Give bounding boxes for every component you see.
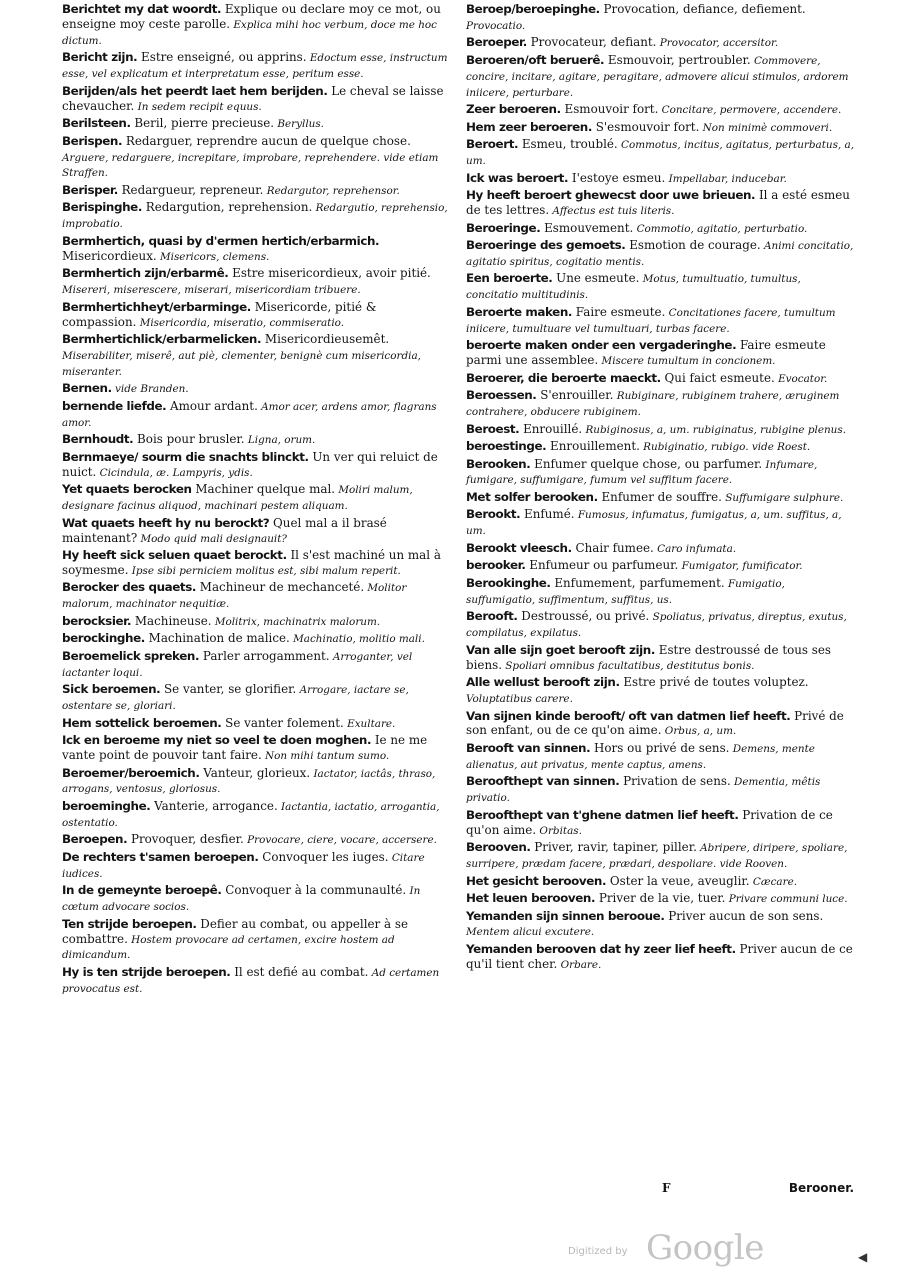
entry-headword: Berilsteen. <box>62 116 131 131</box>
entry-french: Qui faict esmeute. <box>660 370 775 385</box>
entry-headword: Berookt. <box>466 507 521 522</box>
entry-french: Destroussé, ou privé. <box>517 609 650 624</box>
dictionary-entry <box>62 649 450 681</box>
dictionary-entry <box>62 234 450 265</box>
dictionary-entry <box>466 457 856 489</box>
entry-french: Enfumeur ou parfumeur. <box>525 558 679 573</box>
digitized-watermark <box>560 1230 770 1276</box>
entry-latin: Mentem alicui excutere. <box>466 926 595 939</box>
dictionary-entry <box>466 507 856 539</box>
entry-french: Privé de son enfant, ou de ce qu'on aime. <box>466 708 844 738</box>
entry-french: Defier au combat, ou appeller à se combattre. <box>62 916 409 946</box>
dictionary-entry <box>62 381 450 397</box>
dictionary-entry <box>466 120 856 136</box>
dictionary-entry <box>62 134 450 182</box>
entry-headword: Beroerte maken. <box>466 304 573 319</box>
entry-latin: Commovere, concire, incitare, agitare, peragitare, admovere alicui stimulos, ardorem iniicere, perturbare. <box>466 54 849 99</box>
entry-latin: Orbitas. <box>536 824 582 837</box>
dictionary-entry <box>466 171 856 187</box>
entry-french: Bois pour brusler. <box>133 432 245 447</box>
entry-latin: Demens, mente alienatus, aut privatus, mente captus, amens. <box>466 742 815 771</box>
entry-french: Provocateur, defiant. <box>526 35 657 50</box>
entry-headword: Bericht zijn. <box>62 50 138 65</box>
left-column <box>62 2 450 998</box>
entry-french: Amour ardant. <box>166 398 258 413</box>
entry-french: Convoquer les iuges. <box>258 849 389 864</box>
entry-latin: Explica mihi hoc verbum, doce me hoc dictum. <box>62 18 437 47</box>
entry-french: Machineur de mechanceté. <box>196 580 365 595</box>
entry-latin: Redargutio, reprehensio, improbatio. <box>62 202 448 231</box>
entry-headword: Bermhertich, quasi by d'ermen hertich/erbarmich. <box>62 233 380 248</box>
entry-french: Misericordieux. <box>62 248 157 263</box>
dictionary-entry <box>466 874 856 890</box>
dictionary-entry <box>466 35 856 51</box>
dictionary-entry <box>466 371 856 387</box>
dictionary-entry <box>466 609 856 641</box>
dictionary-entry <box>62 2 450 49</box>
entry-headword: beroeminghe. <box>62 798 151 813</box>
entry-latin: Rubiginosus, a, um. rubiginatus, rubigine plenus. <box>582 423 846 436</box>
entry-headword: Hy heeft beroert ghewecst door uwe brieuen. <box>466 188 756 203</box>
entry-headword: Een beroerte. <box>466 271 553 286</box>
entry-french: Esmouvement. <box>540 220 634 235</box>
entry-latin: Concitationes facere, tumultum iniicere, tumultuare vel tumultuari, turbas facere. <box>466 306 836 335</box>
dictionary-entry <box>466 942 856 973</box>
entry-latin: Evocator. <box>774 372 828 385</box>
entry-french: Parler arrogamment. <box>199 648 330 663</box>
entry-latin: Citare iudices. <box>62 851 425 880</box>
entry-latin: Motus, tumultuatio, tumultus, concitatio multitudinis. <box>466 273 801 302</box>
entry-headword: Yemanden berooven dat hy zeer lief heeft. <box>466 941 736 956</box>
entry-headword: Zeer beroeren. <box>466 102 561 117</box>
dictionary-entry <box>466 439 856 455</box>
entry-headword: De rechters t'samen beroepen. <box>62 849 259 864</box>
entry-latin: Non minimè commoveri. <box>699 121 833 134</box>
entry-headword: Alle wellust berooft zijn. <box>466 675 620 690</box>
entry-latin: Cicindula, æ. Lampyris, ydis. <box>96 466 253 479</box>
entry-headword: Hem sottelick beroemen. <box>62 715 222 730</box>
entry-headword: Berookt vleesch. <box>466 540 572 555</box>
dictionary-entry <box>62 183 450 199</box>
entry-headword: Beroest. <box>466 421 520 436</box>
entry-french: Chair fumee. <box>571 540 654 555</box>
entry-headword: Bernmaeye/ sourm die snachts blinckt. <box>62 449 309 464</box>
dictionary-entry <box>62 482 450 514</box>
entry-latin: Exultare. <box>343 717 396 730</box>
entry-headword: berooker. <box>466 558 526 573</box>
watermark-prefix: Digitized by <box>568 1246 628 1257</box>
entry-latin: In cœtum advocare socios. <box>62 885 421 914</box>
entry-french: S'enrouiller. <box>536 388 614 403</box>
entry-french: Priver de la vie, tuer. <box>595 891 726 906</box>
entry-french: Ie ne me vante point de pouvoir tant faire. <box>62 733 428 763</box>
entry-latin: Provocatio. <box>466 19 526 32</box>
google-logo-text: Google <box>646 1228 764 1268</box>
entry-headword: Beroerer, die beroerte maeckt. <box>466 370 661 385</box>
entry-headword: berocksier. <box>62 613 132 628</box>
entry-french: Machination de malice. <box>144 631 290 646</box>
entry-headword: Hy is ten strijde beroepen. <box>62 964 231 979</box>
dictionary-entry <box>466 422 856 438</box>
entry-latin: Orbus, a, um. <box>661 725 737 738</box>
entry-latin: Cæcare. <box>749 875 798 888</box>
entry-french: Il est defié au combat. <box>230 964 369 979</box>
entry-latin: Abripere, diripere, spoliare, surripere, prædam facere, prædari, despoliare. vide Rooven. <box>466 842 848 871</box>
entry-french: Privation de sens. <box>619 774 731 789</box>
entry-french: Le cheval se laisse chevaucher. <box>62 83 444 113</box>
entry-headword: Bermhertichheyt/erbarminge. <box>62 299 251 314</box>
entry-french: Se vanter, se glorifier. <box>160 682 297 697</box>
dictionary-entry <box>62 799 450 831</box>
entry-french: Machiner quelque mal. <box>191 482 336 497</box>
entry-latin: Orbare. <box>557 958 602 971</box>
dictionary-entry <box>62 399 450 431</box>
entry-latin: In sedem recipit equus. <box>134 100 262 113</box>
entry-french: Il a esté esmeu de tes lettres. <box>466 188 850 218</box>
entry-french: Oster la veue, aveuglir. <box>606 873 750 888</box>
entry-french: Redarguer, reprendre aucun de quelque chose. <box>122 133 411 148</box>
entry-latin: Commotus, incitus, agitatus, perturbatus, a, um. <box>466 139 855 168</box>
dictionary-entry <box>466 558 856 574</box>
entry-french: Provocation, defiance, defiement. <box>599 2 806 16</box>
entry-headword: In de gemeynte beroepê. <box>62 883 222 898</box>
entry-french: Enfumer quelque chose, ou parfumer. <box>530 456 763 471</box>
entry-french: Faire esmeute. <box>572 304 666 319</box>
dictionary-entry <box>466 840 856 872</box>
entry-headword: beroerte maken onder een vergaderinghe. <box>466 338 737 353</box>
entry-french: Vanterie, arrogance. <box>150 798 278 813</box>
entry-french: Enfumer de souffre. <box>597 489 722 504</box>
entry-latin: Spoliari omnibus facultatibus, destitutus bonis. <box>502 659 755 672</box>
entry-french: Un ver qui reluict de nuict. <box>62 449 438 479</box>
entry-headword: Bermhertichlick/erbarmelicken. <box>62 332 262 347</box>
dictionary-entry <box>62 516 450 547</box>
dictionary-entry <box>62 450 450 481</box>
entry-latin: Non mihi tantum sumo. <box>261 750 390 763</box>
entry-latin: Amor acer, ardens amor, flagrans amor. <box>62 400 437 429</box>
entry-french: Une esmeute. <box>552 271 640 286</box>
entry-french: Enfumé. <box>520 507 575 522</box>
entry-headword: Yet quaets berocken <box>62 482 192 497</box>
entry-headword: Van sijnen kinde berooft/ oft van datmen lief heeft. <box>466 708 791 723</box>
entry-french: Estre misericordieux, avoir pitié. <box>228 266 431 281</box>
entry-latin: Miscere tumultum in concionem. <box>598 355 776 368</box>
entry-latin: Suffumigare sulphure. <box>721 491 844 504</box>
entry-headword: Hem zeer beroeren. <box>466 119 592 134</box>
entry-latin: Arrogare, iactare se, ostentare se, gloriari. <box>62 684 409 713</box>
dictionary-entry <box>466 490 856 506</box>
entry-latin: Edoctum esse, instructum esse, vel explicatum et interpretatum esse, peritum esse. <box>62 52 448 81</box>
entry-french: Estre enseigné, ou apprins. <box>137 50 307 65</box>
entry-latin: Beryllus. <box>274 118 324 131</box>
dictionary-entry <box>62 548 450 579</box>
entry-french: Estre destroussé de tous ses biens. <box>466 642 832 672</box>
signature-mark: F <box>662 1181 671 1195</box>
entry-latin: Molitrix, machinatrix malorum. <box>211 615 381 628</box>
dictionary-entry <box>466 643 856 674</box>
dictionary-entry <box>62 766 450 798</box>
entry-french: Provoquer, desfier. <box>127 832 244 847</box>
dictionary-entry <box>62 832 450 848</box>
catchword: Berooner. <box>788 1181 854 1195</box>
entry-french: I'estoye esmeu. <box>568 170 666 185</box>
dictionary-entry <box>62 50 450 82</box>
entry-headword: Beroeringe. <box>466 220 541 235</box>
entry-french: Beril, pierre precieuse. <box>130 116 275 131</box>
entry-headword: Ick en beroeme my niet so veel te doen moghen. <box>62 733 372 748</box>
dictionary-entry <box>466 238 856 270</box>
entry-french: Misericordieusemêt. <box>261 332 390 347</box>
entry-french: Se vanter folement. <box>221 715 344 730</box>
entry-latin: Misericordia, miseratio, commiseratio. <box>136 316 345 329</box>
entry-french: Il s'est machiné un mal à soymesme. <box>62 548 441 577</box>
entry-headword: Berooven. <box>466 840 531 855</box>
entry-headword: Wat quaets heeft hy nu berockt? <box>62 515 270 530</box>
entry-latin: Rubiginatio, rubigo. vide Roest. <box>639 441 811 454</box>
dictionary-entry <box>62 332 450 380</box>
dictionary-entry <box>62 266 450 298</box>
entry-latin: Arguere, redarguere, increpitare, improbare, reprehendere. vide etiam Straffen. <box>62 151 439 180</box>
entry-french: Hors ou privé de sens. <box>590 740 730 755</box>
entry-headword: Yemanden sijn sinnen berooue. <box>466 908 665 923</box>
dictionary-entry <box>62 200 450 232</box>
entry-latin: Animi concitatio, agitatio spiritus, cogitatio mentis. <box>466 240 854 268</box>
entry-french: Machineuse. <box>131 613 212 628</box>
entry-latin: Infumare, fumigare, suffumigare, fumum vel suffitum facere. <box>466 458 818 487</box>
entry-latin: Moliri malum, designare facinus aliquod, machinari pestem aliquam. <box>62 484 413 513</box>
dictionary-entry <box>466 271 856 303</box>
entry-headword: Beroessen. <box>466 388 537 403</box>
dictionary-entry <box>466 388 856 420</box>
entry-french: Esmotion de courage. <box>625 238 761 253</box>
entry-latin: Ligna, orum. <box>244 434 316 447</box>
dictionary-entry <box>62 917 450 964</box>
entry-headword: Het gesicht berooven. <box>466 873 607 888</box>
dictionary-entry <box>466 741 856 773</box>
entry-latin: Machinatio, molitio mali. <box>289 633 425 646</box>
dictionary-entry <box>466 53 856 101</box>
entry-latin: Dementia, mêtis privatio. <box>466 776 821 805</box>
entry-french: Priver, ravir, tapiner, piller. <box>530 840 697 855</box>
entry-headword: Sick beroemen. <box>62 682 161 697</box>
entry-french: Misericorde, pitié & compassion. <box>62 299 377 329</box>
dictionary-entry <box>466 709 856 740</box>
entry-french: Esmouvoir, pertroubler. <box>604 52 751 67</box>
dictionary-entry <box>62 300 450 331</box>
entry-headword: Beroofthept van t'ghene datmen lief heeft. <box>466 807 739 822</box>
entry-french: Quel mal a il brasé maintenant? <box>62 515 387 545</box>
dictionary-entry <box>466 891 856 907</box>
entry-latin: Privare communi luce. <box>725 893 848 906</box>
dictionary-entry <box>62 432 450 448</box>
entry-latin: Impellabar, inducebar. <box>665 172 787 185</box>
entry-latin: Fumigatio, suffumigatio, suffimentum, suffitus, us. <box>466 577 785 606</box>
entry-headword: Hy heeft sick seluen quaet berockt. <box>62 548 287 562</box>
entry-french: Convoquer à la communaulté. <box>221 883 407 898</box>
entry-headword: Berispen. <box>62 133 123 148</box>
entry-latin: Voluptatibus carere. <box>466 693 573 705</box>
dictionary-entry <box>466 305 856 337</box>
dictionary-entry <box>466 808 856 839</box>
dictionary-entry <box>62 733 450 764</box>
entry-latin: Spoliatus, privatus, direptus, exutus, compilatus, expilatus. <box>466 611 847 640</box>
entry-headword: Met solfer berooken. <box>466 489 598 504</box>
entry-latin: Commotio, agitatio, perturbatio. <box>633 222 808 235</box>
dictionary-entry <box>62 883 450 915</box>
corner-arrow-icon: ◀ <box>858 1250 868 1264</box>
entry-french: Enrouillé. <box>519 421 583 436</box>
entry-french: Vanteur, glorieux. <box>199 765 311 780</box>
entry-headword: beroestinge. <box>466 439 547 454</box>
entry-headword: Berichtet my dat woordt. <box>62 2 222 16</box>
entry-french: Enfumement, parfumement. <box>550 575 725 590</box>
entry-headword: Berookinghe. <box>466 575 551 590</box>
entry-latin: Provocare, ciere, vocare, accersere. <box>243 834 437 847</box>
dictionary-entry <box>62 716 450 732</box>
entry-latin: Miserabiliter, miserê, aut piè, clementer, benignè cum misericordia, miseranter. <box>62 349 421 378</box>
entry-headword: Bermhertich zijn/erbarmê. <box>62 266 229 281</box>
entry-latin: Rubiginare, rubiginem trahere, æruginem contrahere, obducere rubiginem. <box>466 390 840 419</box>
entry-latin: Iactantia, iactatio, arrogantia, ostentatio. <box>62 800 440 829</box>
entry-headword: Van alle sijn goet berooft zijn. <box>466 642 655 657</box>
dictionary-entry <box>466 2 856 34</box>
entry-headword: Beroeren/oft beruerê. <box>466 52 605 67</box>
entry-french: Privation de ce qu'on aime. <box>466 807 833 837</box>
entry-latin: Arroganter, vel iactanter loqui. <box>62 650 413 679</box>
entry-french: Estre privé de toutes voluptez. <box>619 675 809 690</box>
entry-latin: Misereri, miserescere, miserari, misericordiam tribuere. <box>62 284 361 297</box>
entry-latin: Misericors, clemens. <box>156 250 270 263</box>
dictionary-entry <box>466 137 856 169</box>
entry-headword: Beroemelick spreken. <box>62 648 200 663</box>
dictionary-entry <box>62 965 450 997</box>
entry-headword: Berijden/als het peerdt laet hem berijden. <box>62 83 328 98</box>
dictionary-entry <box>62 631 450 647</box>
entry-french: Redargueur, repreneur. <box>117 182 264 197</box>
right-column <box>466 2 856 974</box>
entry-latin: Fumigator, fumificator. <box>678 560 803 573</box>
entry-french: Priver aucun de ce qu'il tient cher. <box>466 941 853 971</box>
dictionary-entry <box>62 116 450 132</box>
dictionary-entry <box>466 188 856 219</box>
dictionary-entry <box>466 102 856 118</box>
entry-french: S'esmouvoir fort. <box>591 119 700 134</box>
dictionary-entry <box>466 675 856 707</box>
entry-headword: Berisper. <box>62 182 118 197</box>
entry-latin: Molitor malorum, machinator nequitiæ. <box>62 582 407 611</box>
entry-headword: Beroepen. <box>62 832 128 847</box>
entry-headword: Berooft. <box>466 609 518 624</box>
dictionary-entry <box>62 682 450 714</box>
entry-headword: Berispinghe. <box>62 200 142 215</box>
entry-headword: Bernen. <box>62 381 112 396</box>
entry-latin: Ad certamen provocatus est. <box>62 966 440 995</box>
entry-french: Redargution, reprehension. <box>141 200 313 215</box>
entry-latin: Ipse sibi perniciem molitus est, sibi malum reperit. <box>128 564 401 577</box>
dictionary-entry <box>466 774 856 806</box>
dictionary-entry <box>466 576 856 608</box>
entry-french: Faire esmeute parmi une assemblee. <box>466 338 826 368</box>
entry-headword: Beroofthept van sinnen. <box>466 774 620 789</box>
dictionary-entry <box>466 338 856 369</box>
dictionary-entry <box>466 541 856 557</box>
entry-headword: Ten strijde beroepen. <box>62 916 197 931</box>
entry-latin: Fumosus, infumatus, fumigatus, a, um. suffitus, a, um. <box>466 509 842 538</box>
dictionary-entry <box>62 580 450 612</box>
entry-headword: Beroemer/beroemich. <box>62 765 200 780</box>
entry-headword: Ick was beroert. <box>466 170 569 185</box>
entry-headword: Berocker des quaets. <box>62 580 197 595</box>
entry-latin: Iactator, iactâs, thraso, arrogans, ventosus, gloriosus. <box>62 767 436 796</box>
entry-french: Esmouvoir fort. <box>560 102 659 117</box>
entry-latin: Affectus est tuis literis. <box>549 205 675 218</box>
entry-latin: Provocator, accersitor. <box>656 37 779 50</box>
entry-headword: Bernhoudt. <box>62 432 134 447</box>
entry-latin: vide Branden. <box>111 383 189 396</box>
dictionary-entry <box>62 614 450 630</box>
entry-headword: bernende liefde. <box>62 398 167 413</box>
dictionary-entry <box>466 909 856 941</box>
entry-french: Enrouillement. <box>546 439 640 454</box>
entry-headword: Beroert. <box>466 137 519 152</box>
entry-headword: Berooken. <box>466 456 531 471</box>
entry-headword: berockinghe. <box>62 631 145 646</box>
entry-latin: Hostem provocare ad certamen, excire hostem ad dimicandum. <box>62 933 395 962</box>
entry-latin: Redargutor, reprehensor. <box>263 184 400 197</box>
entry-latin: Modo quid mali designauit? <box>137 532 287 545</box>
entry-latin: Caro infumata. <box>653 542 737 555</box>
entry-headword: Het leuen berooven. <box>466 891 596 906</box>
entry-french: Priver aucun de son sens. <box>664 908 824 923</box>
entry-latin: Concitare, permovere, accendere. <box>658 104 842 117</box>
dictionary-entry <box>62 850 450 882</box>
entry-headword: Beroep/beroepinghe. <box>466 2 600 16</box>
dictionary-entry <box>466 221 856 237</box>
entry-headword: Berooft van sinnen. <box>466 740 591 755</box>
dictionary-entry <box>62 84 450 115</box>
entry-french: Esmeu, troublé. <box>518 137 618 152</box>
entry-headword: Beroeringe des gemoets. <box>466 238 626 253</box>
entry-headword: Beroeper. <box>466 35 527 50</box>
entry-french: Explique ou declare moy ce mot, ou enseigne moy ceste parolle. <box>62 2 441 31</box>
